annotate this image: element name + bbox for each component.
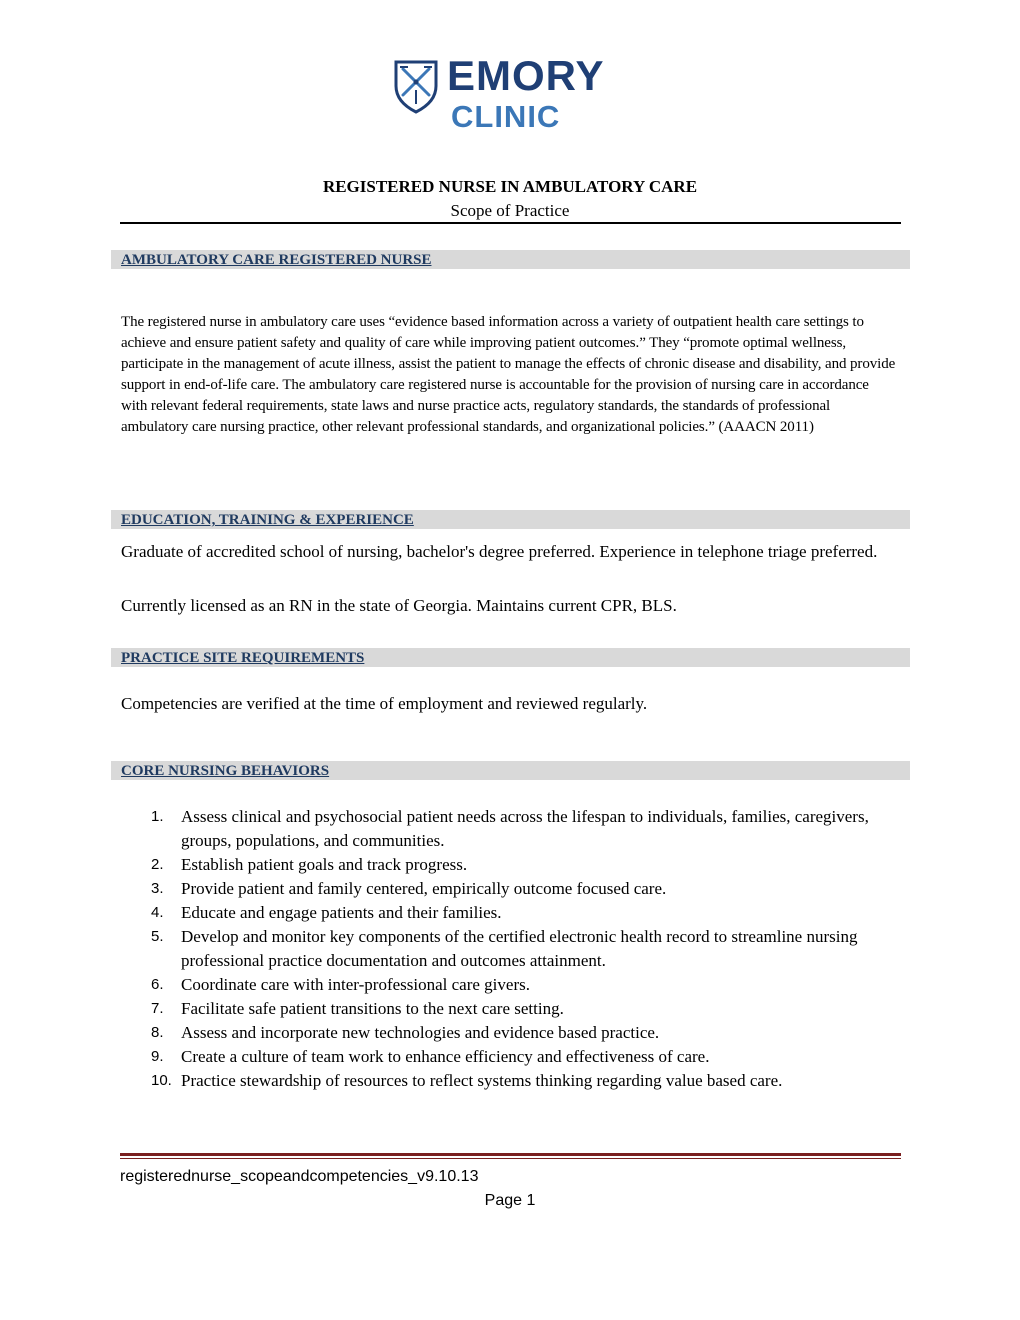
education-paragraph-1: Graduate of accredited school of nursing, bachelor's degree preferred. Experience in telephone triage preferred. xyxy=(121,542,878,561)
section-heading-practice-site xyxy=(111,648,910,667)
document-subtitle: Scope of Practice xyxy=(450,201,570,220)
shield-crest-icon xyxy=(394,60,438,114)
section-heading-core xyxy=(111,761,910,780)
list-item xyxy=(121,877,911,901)
list-item xyxy=(121,1045,911,1069)
list-item xyxy=(121,997,911,1021)
list-item-number: 3. xyxy=(151,880,164,897)
list-item-text: Practice stewardship of resources to reflect systems thinking regarding value based care. xyxy=(181,1071,783,1090)
list-item-text: Establish patient goals and track progress. xyxy=(181,855,468,874)
list-item xyxy=(121,853,911,877)
list-item-number: 5. xyxy=(151,928,164,945)
logo-clinic-text: CLINIC xyxy=(451,99,561,134)
list-item-number: 9. xyxy=(151,1048,164,1065)
list-item-number: 6. xyxy=(151,976,164,993)
list-item xyxy=(121,973,911,997)
list-item-number: 1. xyxy=(151,808,164,825)
list-item-number: 10. xyxy=(151,1072,172,1089)
footer-filename: registerednurse_scopeandcompetencies_v9.10.13 xyxy=(120,1168,479,1185)
section-heading-core-label: CORE NURSING BEHAVIORS xyxy=(121,763,330,779)
footer-page-number: Page 1 xyxy=(484,1192,536,1209)
document-title: REGISTERED NURSE IN AMBULATORY CARE xyxy=(322,177,698,196)
list-item xyxy=(121,1069,911,1093)
footer-divider-thin xyxy=(120,1158,901,1159)
section-heading-education xyxy=(111,510,910,529)
practice-site-paragraph: Competencies are verified at the time of employment and reviewed regularly. xyxy=(121,694,648,713)
list-item-text: Coordinate care with inter-professional care givers. xyxy=(181,975,530,994)
education-paragraph-2: Currently licensed as an RN in the state of Georgia. Maintains current CPR, BLS. xyxy=(121,596,677,615)
list-item-text: Create a culture of team work to enhance efficiency and effectiveness of care. xyxy=(181,1047,710,1066)
list-item-text: Provide patient and family centered, empirically outcome focused care. xyxy=(181,879,667,898)
section-heading-education-label: EDUCATION, TRAINING & EXPERIENCE xyxy=(121,512,414,528)
list-item-text: Assess and incorporate new technologies and evidence based practice. xyxy=(181,1023,660,1042)
list-item xyxy=(121,901,911,925)
list-item-number: 2. xyxy=(151,856,164,873)
footer-divider xyxy=(120,1153,901,1156)
list-item xyxy=(121,805,911,853)
list-item-number: 8. xyxy=(151,1024,164,1041)
title-divider xyxy=(120,222,901,224)
list-item xyxy=(121,925,911,973)
list-item-text: Facilitate safe patient transitions to the next care setting. xyxy=(181,999,564,1018)
logo-emory-text: EMORY xyxy=(447,52,605,99)
list-item-text: Assess clinical and psychosocial patient needs across the lifespan to individuals, families, caregivers, groups, populations, and communities. xyxy=(181,807,869,850)
core-behaviors-list xyxy=(121,805,911,1093)
list-item-number: 7. xyxy=(151,1000,164,1017)
list-item-text: Develop and monitor key components of the certified electronic health record to streamline nursing professional practice documentation and outcomes attainment. xyxy=(181,927,858,970)
emory-clinic-logo xyxy=(394,52,634,138)
ambulatory-description: The registered nurse in ambulatory care uses “evidence based information across a variety of outpatient health care settings to achieve and ensure patient safety and quality of care while improving patient outcomes.” They “promote optimal wellness, participate in the management of acute illness, assist the patient to manage the effects of chronic disease and disability, and provide support in end-of-life care. The ambulatory care registered nurse is accountable for the provision of nursing care in accordance with relevant federal requirements, state laws and nurse practice acts, regulatory standards, the standards of professional ambulatory care nursing practice, other relevant professional standards, and organizational policies.” (AAACN 2011) xyxy=(121,314,896,436)
section-heading-ambulatory-label: AMBULATORY CARE REGISTERED NURSE xyxy=(121,252,432,268)
section-heading-ambulatory xyxy=(111,250,910,269)
section-heading-practice-site-label: PRACTICE SITE REQUIREMENTS xyxy=(121,650,365,666)
list-item xyxy=(121,1021,911,1045)
list-item-number: 4. xyxy=(151,904,164,921)
list-item-text: Educate and engage patients and their families. xyxy=(181,903,502,922)
